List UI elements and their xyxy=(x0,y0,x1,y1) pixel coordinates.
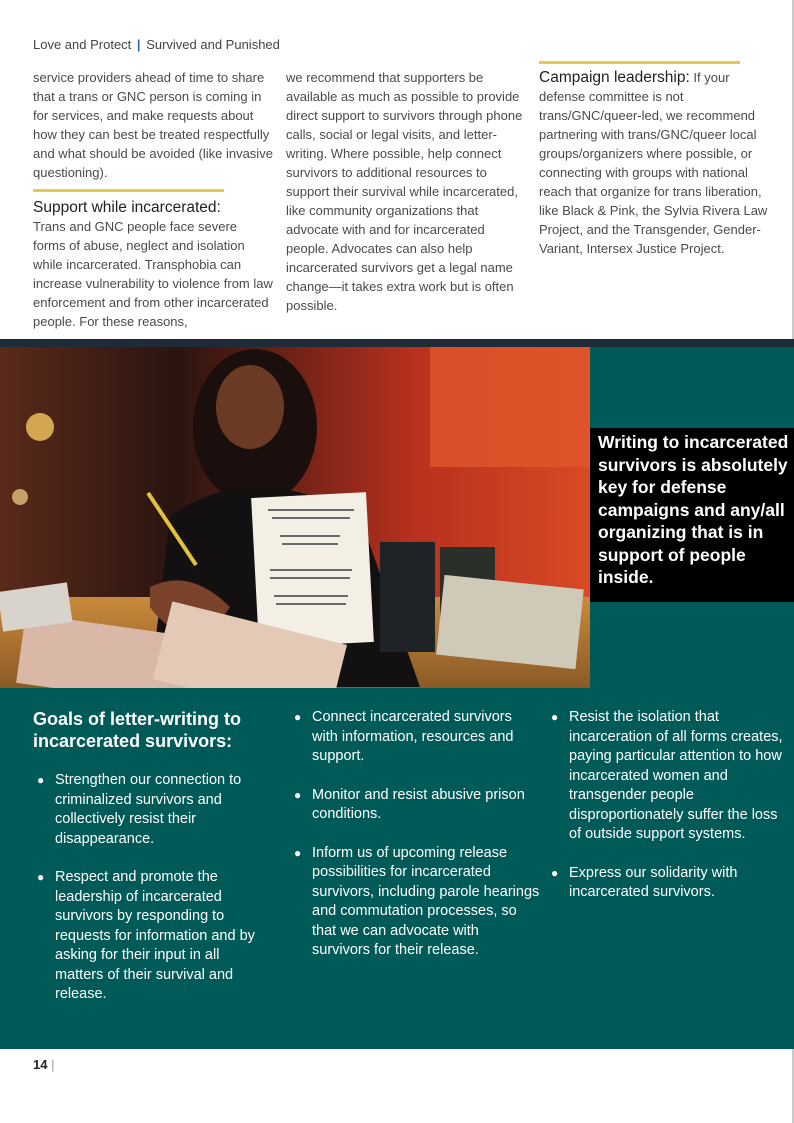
bullet-icon: ● xyxy=(551,710,559,724)
goal-text: Connect incarcerated survivors with information, resources and support. xyxy=(312,709,514,764)
list-item xyxy=(547,708,790,845)
goal-text: Monitor and resist abusive prison conditions. xyxy=(312,786,525,822)
bullet-icon: ● xyxy=(37,773,45,787)
header-separator: | xyxy=(136,37,141,52)
goals-heading: Goals of letter-writing to incarcerated survivors: xyxy=(33,709,242,751)
col1-paragraph-2: Trans and GNC people face severe forms of abuse, neglect and isolation while incarcerated. Transphobia can increase vulnerability to violence from law enforcement and from other incarcerated people. For these reasons, xyxy=(33,219,273,329)
column-1 xyxy=(33,68,273,182)
letter-writing-photo xyxy=(0,347,590,688)
section-rule xyxy=(33,189,224,192)
bullet-icon: ● xyxy=(551,865,559,880)
list-item xyxy=(290,844,540,961)
bullet-icon: ● xyxy=(37,870,45,884)
footer-separator: | xyxy=(51,1057,55,1072)
column-2 xyxy=(286,68,526,315)
header-section: Survived and Punished xyxy=(146,37,280,52)
page-footer xyxy=(33,1057,54,1072)
section-rule xyxy=(539,61,740,64)
list-item xyxy=(290,786,540,825)
goals-panel xyxy=(0,688,794,1049)
goal-text: Respect and promote the leadership of incarcerated survivors by responding to requests for information and by asking for their input in all matters of their survival and release. xyxy=(55,869,255,1002)
column-1-section xyxy=(33,198,273,331)
header-publication: Love and Protect xyxy=(33,37,132,52)
goals-list-3 xyxy=(547,708,790,922)
page-number: 14 xyxy=(33,1057,48,1072)
photo-top-border xyxy=(0,339,794,347)
list-item xyxy=(547,864,790,903)
bullet-icon: ● xyxy=(294,787,302,802)
col3-paragraph: If your defense committee is not trans/GNC/queer-led, we recommend partnering with trans/GNC/queer local groups/organizers where possible, or connecting with groups with national reach that organize for trans liberation, like Black & Pink, the Sylvia Rivera Law Project, and the Transgender, Gender-Variant, Intersex Justice Project. xyxy=(539,70,768,256)
goals-list-1 xyxy=(33,771,258,1024)
goal-text: Express our solidarity with incarcerated survivors. xyxy=(569,864,738,900)
support-incarcerated-heading: Support while incarcerated: xyxy=(33,199,221,216)
list-item xyxy=(33,868,258,1005)
list-item xyxy=(290,708,540,767)
goal-text: Resist the isolation that incarceration of all forms creates, paying particular attention to how incarcerated women and transgender people disproportionately suffer the loss of outside support systems. xyxy=(569,709,783,842)
col1-paragraph-1: service providers ahead of time to share that a trans or GNC person is coming in for services, and make requests about how they can best be treated respectfully and what should be avoided (like invasive questioning). xyxy=(33,70,273,180)
running-header xyxy=(33,37,280,52)
goal-text: Inform us of upcoming release possibilities for incarcerated survivors, including parole hearings and commutation processes, so that we can advocate with survivors for their release. xyxy=(312,844,540,958)
pull-quote: Writing to incarcerated survivors is absolutely key for defense campaigns and any/all organizing that is in support of people inside. xyxy=(590,428,794,602)
column-3 xyxy=(539,68,771,258)
col2-paragraph: we recommend that supporters be available as much as possible to provide direct support to survivors through phone calls, social or legal visits, and letter-writing. Where possible, help connect survivors to additional resources to support their survival while incarcerated, like community organizations that advocate with and for incarcerated people. Advocates can also help incarcerated survivors get a legal name change—it takes extra work but is often possible. xyxy=(286,70,523,313)
list-item xyxy=(33,771,258,849)
bullet-icon: ● xyxy=(294,845,302,860)
campaign-leadership-heading: Campaign leadership: xyxy=(539,69,690,86)
goals-list-2 xyxy=(290,708,540,980)
goal-text: Strengthen our connection to criminalized survivors and collectively resist their disappearance. xyxy=(55,772,242,847)
bullet-icon: ● xyxy=(294,710,302,724)
